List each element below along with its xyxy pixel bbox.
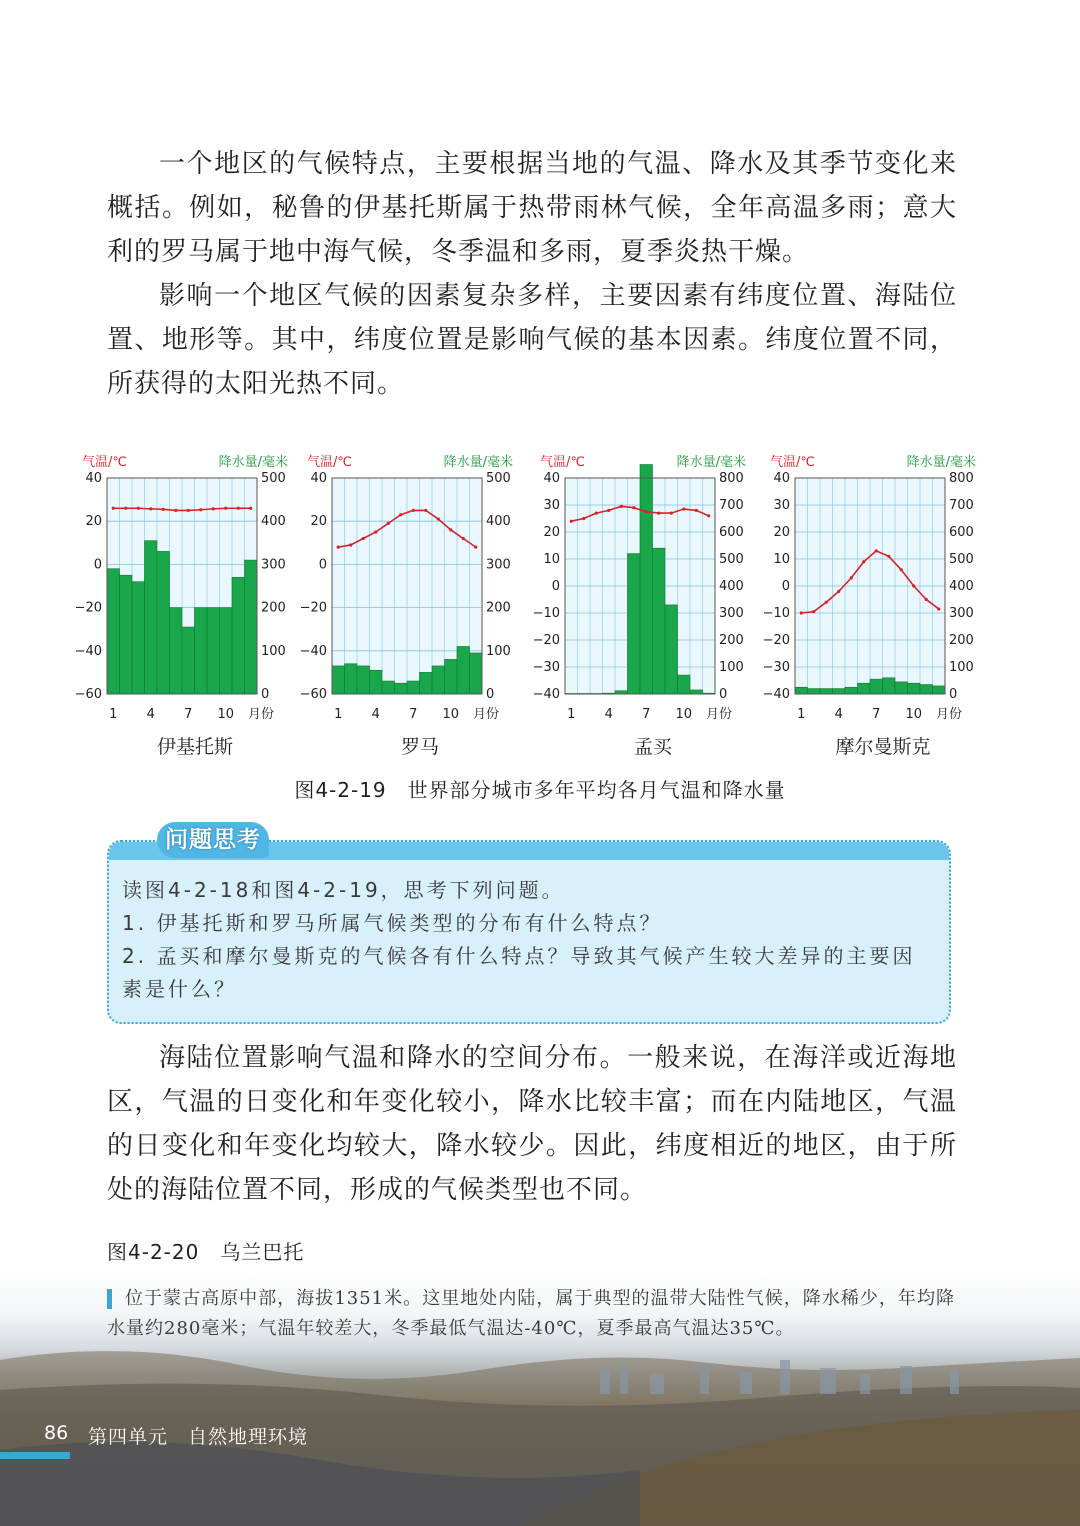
- precipitation-bar: [665, 605, 678, 694]
- page-number: 86: [44, 1422, 69, 1444]
- precipitation-bar: [820, 689, 833, 694]
- precipitation-tick-label: 100: [261, 643, 286, 659]
- month-unit-label: 月份: [472, 707, 500, 722]
- month-tick-label: 7: [409, 707, 418, 722]
- temperature-tick-label: 30: [543, 498, 560, 513]
- precipitation-bar: [132, 582, 145, 694]
- precipitation-tick-label: 800: [949, 471, 974, 486]
- temperature-point: [137, 507, 140, 510]
- temperature-tick-label: −10: [532, 606, 560, 621]
- month-unit-label: 月份: [247, 707, 275, 722]
- month-tick-label: 10: [217, 707, 235, 722]
- question-box-title: 问题思考: [157, 822, 269, 858]
- precipitation-tick-label: 200: [261, 600, 286, 616]
- precipitation-bar: [170, 608, 183, 694]
- precipitation-bar: [457, 646, 470, 694]
- question-intro: 读图4-2-18和图4-2-19，思考下列问题。: [122, 878, 565, 902]
- month-tick-label: 10: [675, 707, 693, 722]
- month-tick-label: 1: [109, 707, 118, 722]
- figure-20-note: [107, 1284, 955, 1344]
- precipitation-bar: [833, 689, 846, 694]
- precipitation-bar: [808, 689, 821, 694]
- precipitation-bar: [157, 551, 170, 694]
- precipitation-tick-label: 300: [719, 606, 744, 621]
- temperature-point: [374, 530, 377, 533]
- month-tick-label: 4: [834, 707, 843, 722]
- climate-chart-svg: [74, 448, 310, 728]
- paragraph-climate-factors: 影响一个地区气候的因素复杂多样，主要因素有纬度位置、海陆位置、地形等。其中，纬度位置是影响气候的基本因素。纬度位置不同，所获得的太阳光热不同。: [107, 281, 957, 399]
- precipitation-unit-label: 降水量/毫米: [443, 455, 513, 470]
- precipitation-bar: [883, 678, 896, 694]
- precipitation-bar: [653, 548, 666, 694]
- temperature-tick-label: −20: [74, 600, 102, 616]
- month-unit-label: 月份: [935, 707, 963, 722]
- temperature-tick-label: 40: [310, 471, 327, 486]
- climate-chart-svg: [762, 448, 998, 728]
- precipitation-bar: [640, 465, 653, 695]
- precipitation-bar: [858, 683, 871, 694]
- temperature-unit-label: 气温/℃: [307, 455, 352, 470]
- month-tick-label: 1: [567, 707, 576, 722]
- precipitation-bar: [407, 681, 420, 694]
- chart-city-label: 罗马: [400, 736, 439, 758]
- temperature-point: [707, 514, 710, 517]
- precipitation-bar: [207, 608, 220, 694]
- precipitation-bar: [345, 664, 358, 694]
- precipitation-bar: [395, 683, 408, 694]
- precipitation-bar: [933, 686, 946, 694]
- temperature-point: [474, 546, 477, 549]
- temperature-point: [349, 543, 352, 546]
- temperature-tick-label: −60: [74, 687, 102, 702]
- precipitation-bar: [628, 554, 641, 694]
- temperature-tick-label: −60: [299, 687, 327, 702]
- chart-city-label: 孟买: [633, 736, 672, 758]
- temperature-point: [657, 512, 660, 515]
- precipitation-tick-label: 700: [949, 498, 974, 513]
- precipitation-tick-label: 200: [719, 633, 744, 648]
- precipitation-bar: [678, 675, 691, 694]
- precipitation-bar: [445, 659, 458, 694]
- temperature-point: [900, 568, 903, 571]
- precipitation-bar: [795, 687, 808, 694]
- temperature-tick-label: 30: [773, 498, 790, 513]
- precipitation-unit-label: 降水量/毫米: [218, 455, 288, 470]
- question-1: 1. 伊基托斯和罗马所属气候类型的分布有什么特点？: [122, 911, 663, 935]
- temperature-point: [124, 507, 127, 510]
- temperature-point: [825, 601, 828, 604]
- temperature-tick-label: −40: [74, 643, 102, 659]
- precipitation-bar: [370, 670, 383, 694]
- precipitation-bar: [357, 666, 370, 694]
- temperature-tick-label: 40: [543, 471, 560, 486]
- precipitation-bar: [920, 685, 933, 694]
- precipitation-tick-label: 100: [486, 643, 511, 659]
- temperature-point: [362, 537, 365, 540]
- temperature-tick-label: −20: [299, 600, 327, 616]
- month-tick-label: 7: [642, 707, 651, 722]
- temperature-point: [925, 598, 928, 601]
- precipitation-bar: [232, 577, 245, 694]
- temperature-point: [412, 509, 415, 512]
- precipitation-tick-label: 500: [719, 552, 744, 567]
- month-tick-label: 4: [604, 707, 613, 722]
- temperature-point: [199, 508, 202, 511]
- month-tick-label: 1: [334, 707, 343, 722]
- temperature-tick-label: −40: [762, 687, 790, 702]
- precipitation-tick-label: 300: [949, 606, 974, 621]
- temperature-tick-label: −40: [532, 687, 560, 702]
- temperature-point: [462, 537, 465, 540]
- chart-city-label: 摩尔曼斯克: [835, 736, 931, 758]
- temperature-tick-label: 0: [318, 557, 327, 573]
- climate-chart-svg: [532, 448, 768, 728]
- precipitation-tick-label: 0: [486, 687, 495, 702]
- precipitation-tick-label: 400: [486, 514, 511, 530]
- precipitation-tick-label: 0: [261, 687, 270, 702]
- month-tick-label: 1: [797, 707, 806, 722]
- temperature-point: [850, 576, 853, 579]
- figure-19-caption: 图4-2-19 世界部分城市多年平均各月气温和降水量: [294, 778, 786, 802]
- temperature-point: [187, 509, 190, 512]
- precipitation-tick-label: 200: [486, 600, 511, 616]
- temperature-point: [607, 509, 610, 512]
- temperature-point: [800, 611, 803, 614]
- precipitation-tick-label: 100: [949, 660, 974, 675]
- month-tick-label: 4: [146, 707, 155, 722]
- temperature-point: [399, 513, 402, 516]
- temperature-point: [337, 546, 340, 549]
- figure-20-caption: 图4-2-20 乌兰巴托: [107, 1240, 305, 1264]
- precipitation-unit-label: 降水量/毫米: [676, 455, 746, 470]
- precipitation-bar: [895, 682, 908, 694]
- month-tick-label: 7: [184, 707, 193, 722]
- temperature-point: [570, 520, 573, 523]
- temperature-point: [695, 509, 698, 512]
- figure-20-note-text: 位于蒙古高原中部，海拔1351米。这里地处内陆，属于典型的温带大陆性气候，降水稀少，年均降水量约280毫米；气温年较差大，冬季最低气温达-40℃，夏季最高气温达35℃。: [107, 1288, 955, 1339]
- temperature-tick-label: 20: [310, 514, 327, 530]
- temperature-point: [174, 509, 177, 512]
- temperature-point: [812, 610, 815, 613]
- precipitation-bar: [145, 541, 158, 694]
- temperature-tick-label: 20: [773, 525, 790, 540]
- month-unit-label: 月份: [705, 707, 733, 722]
- precipitation-bar: [332, 666, 345, 694]
- month-tick-label: 7: [872, 707, 881, 722]
- precipitation-bar: [845, 687, 858, 694]
- precipitation-tick-label: 0: [949, 687, 958, 702]
- temperature-tick-label: −20: [762, 633, 790, 648]
- temperature-point: [595, 512, 598, 515]
- precipitation-tick-label: 500: [949, 552, 974, 567]
- precipitation-bar: [870, 679, 883, 694]
- temperature-point: [582, 517, 585, 520]
- temperature-tick-label: 40: [85, 471, 102, 486]
- temperature-tick-label: −40: [299, 643, 327, 659]
- temperature-unit-label: 气温/℃: [770, 455, 815, 470]
- temperature-point: [837, 590, 840, 593]
- temperature-point: [162, 508, 165, 511]
- climate-chart-svg: [299, 448, 535, 728]
- temperature-point: [937, 607, 940, 610]
- paragraph-climate-features: 一个地区的气候特点，主要根据当地的气温、降水及其季节变化来概括。例如，秘鲁的伊基托斯属于热带雨林气候，全年高温多雨；意大利的罗马属于地中海气候，冬季温和多雨，夏季炎热干燥。: [107, 149, 957, 267]
- precipitation-bar: [470, 653, 483, 694]
- temperature-tick-label: 10: [773, 552, 790, 567]
- temperature-point: [632, 506, 635, 509]
- temperature-tick-label: 0: [93, 557, 102, 573]
- month-tick-label: 10: [442, 707, 460, 722]
- precipitation-bar: [690, 690, 703, 694]
- temperature-tick-label: 0: [781, 579, 790, 594]
- temperature-point: [437, 517, 440, 520]
- precipitation-bar: [120, 575, 133, 694]
- precipitation-tick-label: 400: [719, 579, 744, 594]
- temperature-point: [112, 507, 115, 510]
- precipitation-bar: [908, 683, 921, 694]
- precipitation-tick-label: 400: [261, 514, 286, 530]
- precipitation-tick-label: 300: [486, 557, 511, 573]
- precipitation-tick-label: 400: [949, 579, 974, 594]
- precipitation-bar: [432, 666, 445, 694]
- month-tick-label: 4: [371, 707, 380, 722]
- precipitation-tick-label: 600: [949, 525, 974, 540]
- temperature-tick-label: −30: [532, 660, 560, 675]
- temperature-point: [249, 507, 252, 510]
- precipitation-tick-label: 600: [719, 525, 744, 540]
- temperature-tick-label: 10: [543, 552, 560, 567]
- precipitation-tick-label: 100: [719, 660, 744, 675]
- temperature-point: [387, 522, 390, 525]
- temperature-point: [670, 512, 673, 515]
- paragraph-land-sea-position: 海陆位置影响气温和降水的空间分布。一般来说，在海洋或近海地区，气温的日变化和年变化较小，降水比较丰富；而在内陆地区，气温的日变化和年变化均较大，降水较少。因此，纬度相近的地区，由于所处的海陆位置不同，形成的气候类型也不同。: [107, 1043, 957, 1205]
- precipitation-tick-label: 700: [719, 498, 744, 513]
- precipitation-bar: [245, 560, 258, 694]
- precipitation-tick-label: 500: [261, 471, 286, 486]
- temperature-tick-label: −20: [532, 633, 560, 648]
- precipitation-bar: [220, 608, 233, 694]
- temperature-point: [149, 507, 152, 510]
- temperature-point: [682, 507, 685, 510]
- temperature-point: [875, 549, 878, 552]
- climate-chart-mumbai: [532, 448, 768, 766]
- precipitation-bar: [382, 681, 395, 694]
- temperature-point: [620, 505, 623, 508]
- temperature-tick-label: −10: [762, 606, 790, 621]
- temperature-tick-label: 20: [85, 514, 102, 530]
- question-2: 2. 孟买和摩尔曼斯克的气候各有什么特点？导致其气候产生较大差异的主要因素是什么？: [122, 944, 916, 1001]
- precipitation-tick-label: 300: [261, 557, 286, 573]
- climate-chart-iquitos: [74, 448, 310, 766]
- temperature-point: [224, 507, 227, 510]
- month-tick-label: 10: [905, 707, 923, 722]
- temperature-point: [212, 507, 215, 510]
- climate-chart-murmansk: [762, 448, 998, 766]
- precipitation-bar: [107, 569, 120, 694]
- temperature-point: [912, 584, 915, 587]
- temperature-point: [237, 507, 240, 510]
- temperature-point: [887, 555, 890, 558]
- temperature-point: [862, 560, 865, 563]
- temperature-point: [449, 528, 452, 531]
- footer-accent-bar: [0, 1452, 70, 1459]
- precipitation-tick-label: 800: [719, 471, 744, 486]
- climate-chart-rome: [299, 448, 535, 766]
- temperature-unit-label: 气温/℃: [540, 455, 585, 470]
- temperature-point: [424, 509, 427, 512]
- precipitation-bar: [182, 627, 195, 694]
- precipitation-unit-label: 降水量/毫米: [906, 455, 976, 470]
- precipitation-tick-label: 0: [719, 687, 728, 702]
- temperature-tick-label: −30: [762, 660, 790, 675]
- temperature-point: [645, 510, 648, 513]
- temperature-tick-label: 0: [551, 579, 560, 594]
- chart-city-label: 伊基托斯: [156, 736, 233, 758]
- temperature-tick-label: 40: [773, 471, 790, 486]
- precipitation-bar: [420, 672, 433, 694]
- unit-label: 第四单元 自然地理环境: [88, 1426, 309, 1448]
- temperature-unit-label: 气温/℃: [82, 455, 127, 470]
- precipitation-bar: [195, 608, 208, 694]
- temperature-tick-label: 20: [543, 525, 560, 540]
- precipitation-tick-label: 500: [486, 471, 511, 486]
- precipitation-tick-label: 200: [949, 633, 974, 648]
